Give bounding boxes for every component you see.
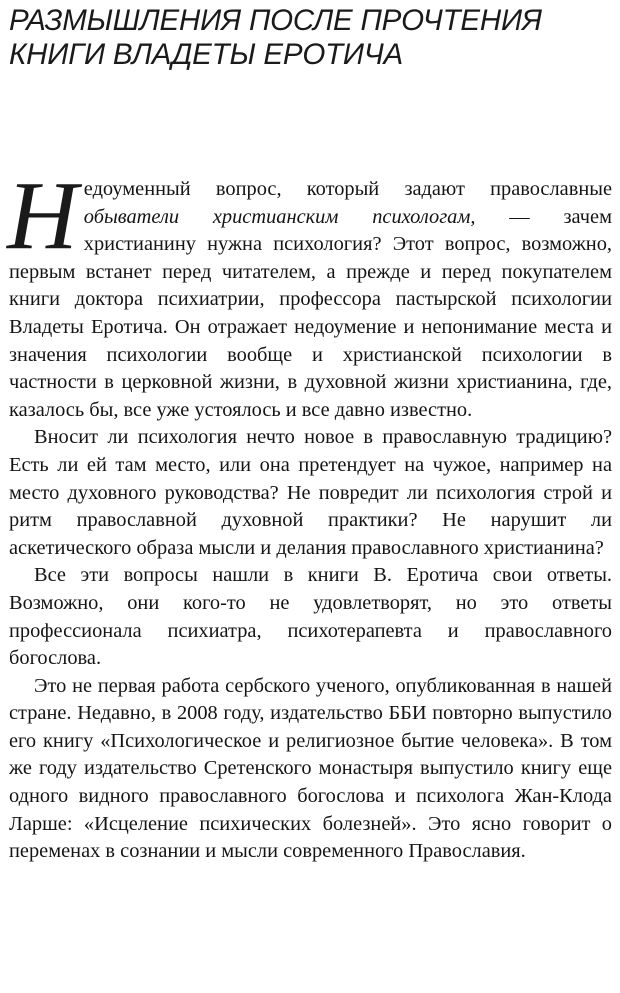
- chapter-title: [9, 4, 612, 72]
- chapter-body: [7, 162, 612, 866]
- paragraph-1-italic: обыватели христианским психологам,: [83, 205, 476, 228]
- paragraph-2: Вносит ли психология нечто новое в православную традицию? Есть ли ей там место, или она претендует на чужое, например на место духовного руководства? Не повредит ли психология строй и ритм православной духовной практики? Не нарушит ли аскетического образа мысли и делания православного христианина?: [9, 426, 612, 559]
- paragraph-3: Все эти вопросы нашли в книги В. Еротича свои ответы. Возможно, они кого-то не удовлетворят, но это ответы профессионала психиатра, психотерапевта и православного богослова.: [9, 564, 612, 670]
- paragraph-4: Это не первая работа сербского ученого, опубликованная в нашей стране. Недавно, в 2008 году, издательство ББИ повторно выпустило его книгу «Психологическое и религиозное бытие человека». В том же году издательство Сретенского монастыря выпустило книгу еще одного видного православного богослова и психолога Жан-Клода Ларше: «Исцеление психических болезней». Это ясно говорит о переменах в сознании и мысли современного Православия.: [9, 674, 612, 863]
- chapter-title-line-2: КНИГИ ВЛАДЕТЫ ЕРОТИЧА: [9, 38, 403, 71]
- paragraph-1-lead: едоуменный вопрос, который задают православные: [83, 178, 612, 200]
- paragraph-1: [7, 162, 612, 424]
- paragraph-1-rest: — зачем христианину нужна психология? Этот вопрос, возможно, первым встанет перед читателем, а прежде и перед покупателем книги доктора психиатрии, профессора пастырской психологии Владеты Еротича. Он отражает недоумение и непонимание места и значения психологии вообще и христианской психологии в частности в церковной жизни, в духовной жизни христианина, где, казалось бы, все уже устоялось и все давно известно.: [9, 205, 612, 421]
- chapter-title-line-1: РАЗМЫШЛЕНИЯ ПОСЛЕ ПРОЧТЕНИЯ: [9, 4, 542, 37]
- drop-cap-letter: Н: [7, 162, 78, 270]
